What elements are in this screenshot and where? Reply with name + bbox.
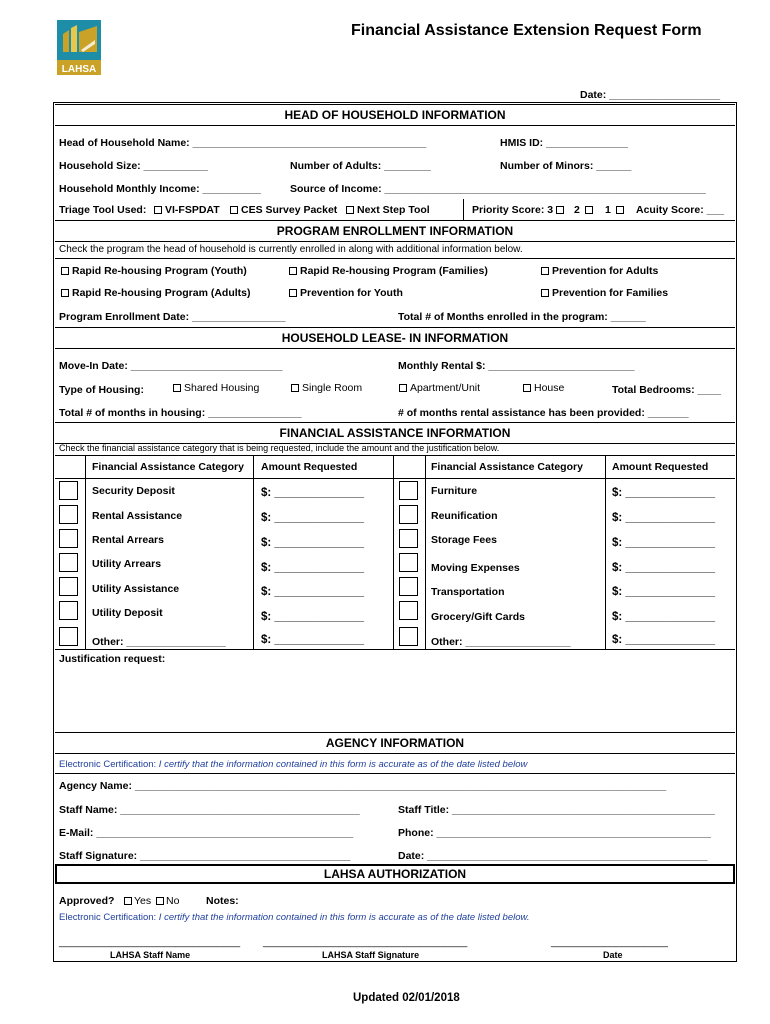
checkbox-icon xyxy=(173,384,181,392)
certification-text: I certify that the information contained in this form is accurate as of the date listed below xyxy=(158,759,528,770)
fa-checkbox[interactable] xyxy=(399,481,418,500)
justification-textarea[interactable] xyxy=(55,668,735,730)
staff-title-field[interactable]: Staff Title: _____________________________________________ xyxy=(398,804,715,816)
fa-checkbox[interactable] xyxy=(399,505,418,524)
fa-amount-field[interactable]: $: ______________ xyxy=(261,512,364,524)
staff-signature-field[interactable]: Staff Signature: ____________________________________ xyxy=(59,850,351,862)
logo-text: LAHSA xyxy=(61,64,97,75)
fa-reunification: Reunification xyxy=(431,510,498,522)
lahsa-date-caption: Date xyxy=(603,950,623,960)
updated-date: Updated 02/01/2018 xyxy=(353,992,460,1004)
program-rrh-families[interactable]: Rapid Re-housing Program (Families) xyxy=(289,265,488,278)
approved-no-checkbox[interactable] xyxy=(156,897,164,905)
grid-line xyxy=(393,456,394,649)
lahsa-date-line[interactable]: ____________________ xyxy=(551,936,668,948)
fa-amount-field[interactable]: $: ______________ xyxy=(612,487,715,499)
total-bedrooms-field[interactable]: Total Bedrooms: ____ xyxy=(612,384,721,396)
lahsa-certification xyxy=(59,911,530,924)
fa-moving-expenses: Moving Expenses xyxy=(431,562,520,574)
fa-checkbox[interactable] xyxy=(399,627,418,646)
certification-text: I certify that the information contained in this form is accurate as of the date listed below. xyxy=(158,912,530,923)
divider xyxy=(55,455,735,456)
fa-amount-field[interactable]: $: ______________ xyxy=(261,611,364,623)
hmis-id-field[interactable]: HMIS ID: ______________ xyxy=(500,137,628,149)
priority-2-checkbox[interactable] xyxy=(585,206,593,214)
grid-line xyxy=(605,456,606,649)
financial-instructions: Check the financial assistance category that is being requested, include the amount and the justification below. xyxy=(59,443,500,453)
approved-no-label: No xyxy=(166,895,180,907)
agency-date-field[interactable]: Date: ________________________________________________ xyxy=(398,850,708,862)
divider xyxy=(55,773,735,774)
number-of-adults-field[interactable]: Number of Adults: ________ xyxy=(290,160,431,172)
acuity-score-field[interactable]: Acuity Score: ___ xyxy=(636,204,725,216)
housing-shared[interactable]: Shared Housing xyxy=(173,382,259,395)
priority-1-label: 1 xyxy=(605,204,611,216)
col-header-category-left: Financial Assistance Category xyxy=(92,461,244,473)
fa-other-right[interactable]: Other: __________________ xyxy=(431,636,571,648)
agency-certification xyxy=(59,758,527,771)
checkbox-icon xyxy=(230,206,238,214)
staff-name-field[interactable]: Staff Name: _________________________________________ xyxy=(59,804,360,816)
fa-checkbox[interactable] xyxy=(59,553,78,572)
grid-line xyxy=(253,456,254,649)
page-title: Financial Assistance Extension Request Form xyxy=(351,22,702,39)
divider xyxy=(55,258,735,259)
section-household-lease-in: HOUSEHOLD LEASE- IN INFORMATION xyxy=(55,327,735,349)
fa-checkbox[interactable] xyxy=(399,553,418,572)
checkbox-icon xyxy=(541,289,549,297)
certification-label: Electronic Certification: xyxy=(59,912,157,923)
priority-3-checkbox[interactable] xyxy=(556,206,564,214)
fa-amount-field[interactable]: $: ______________ xyxy=(261,634,364,646)
fa-checkbox[interactable] xyxy=(59,577,78,596)
fa-checkbox[interactable] xyxy=(59,601,78,620)
triage-tool-label: Triage Tool Used: xyxy=(59,204,147,216)
justification-label: Justification request: xyxy=(59,653,166,665)
divider xyxy=(55,478,735,479)
approved-label: Approved? xyxy=(59,895,115,907)
divider xyxy=(55,649,735,650)
lahsa-staff-name-caption: LAHSA Staff Name xyxy=(110,950,191,960)
fa-amount-field[interactable]: $: ______________ xyxy=(261,562,364,574)
col-header-amount-right: Amount Requested xyxy=(612,461,709,473)
move-in-date-field[interactable]: Move-In Date: __________________________ xyxy=(59,360,283,372)
fa-checkbox[interactable] xyxy=(59,505,78,524)
checkbox-icon xyxy=(541,267,549,275)
lahsa-staff-name-line[interactable]: _______________________________ xyxy=(59,936,241,948)
col-header-category-right: Financial Assistance Category xyxy=(431,461,583,473)
program-prevention-youth[interactable]: Prevention for Youth xyxy=(289,287,403,300)
fa-checkbox[interactable] xyxy=(59,529,78,548)
housing-type-label: Type of Housing: xyxy=(59,384,144,396)
approved-yes-label: Yes xyxy=(134,895,152,907)
agency-name-field[interactable]: Agency Name: ___________________________________________________________________________________________ xyxy=(59,780,667,792)
program-rrh-youth[interactable]: Rapid Re-housing Program (Youth) xyxy=(61,265,247,278)
fa-amount-field[interactable]: $: ______________ xyxy=(612,611,715,623)
lahsa-logo xyxy=(57,20,101,75)
fa-amount-field[interactable]: $: ______________ xyxy=(612,634,715,646)
housing-house[interactable]: House xyxy=(523,382,564,395)
fa-amount-field[interactable]: $: ______________ xyxy=(261,487,364,499)
fa-amount-field[interactable]: $: ______________ xyxy=(261,586,364,598)
approved-yes-checkbox[interactable] xyxy=(124,897,132,905)
program-instructions: Check the program the head of household is currently enrolled in along with additional information below. xyxy=(59,244,523,255)
triage-option-ces-survey[interactable]: CES Survey Packet xyxy=(230,204,337,217)
fa-utility-assistance: Utility Assistance xyxy=(92,583,180,595)
household-size-field[interactable]: Household Size: ___________ xyxy=(59,160,208,172)
fa-checkbox[interactable] xyxy=(399,601,418,620)
fa-storage-fees: Storage Fees xyxy=(431,534,497,546)
fa-rental-arrears: Rental Arrears xyxy=(92,534,164,546)
section-program-enrollment: PROGRAM ENROLLMENT INFORMATION xyxy=(55,220,735,242)
grid-line xyxy=(85,456,86,649)
grid-line xyxy=(425,456,426,649)
priority-divider xyxy=(463,199,464,220)
section-financial-assistance: FINANCIAL ASSISTANCE INFORMATION xyxy=(55,422,735,444)
months-assistance-field[interactable]: # of months rental assistance has been provided: _______ xyxy=(398,407,689,419)
email-field[interactable]: E-Mail: ____________________________________________ xyxy=(59,827,354,839)
priority-score-label: Priority Score: 3 xyxy=(472,204,554,216)
months-enrolled-field[interactable]: Total # of Months enrolled in the program: ______ xyxy=(398,311,646,323)
income-source-field[interactable]: Source of Income: _______________________________________________________ xyxy=(290,183,706,195)
fa-checkbox[interactable] xyxy=(399,577,418,596)
fa-transportation: Transportation xyxy=(431,586,505,598)
form-date-field[interactable]: Date: ___________________ xyxy=(580,89,721,101)
housing-apartment[interactable]: Apartment/Unit xyxy=(399,382,480,395)
checkbox-icon xyxy=(399,384,407,392)
fa-checkbox[interactable] xyxy=(399,529,418,548)
fa-grocery-gift-cards: Grocery/Gift Cards xyxy=(431,611,525,623)
fa-other-left[interactable]: Other: _________________ xyxy=(92,636,226,648)
number-of-minors-field[interactable]: Number of Minors: ______ xyxy=(500,160,632,172)
triage-option-vi-fspdat[interactable]: VI-FSPDAT xyxy=(154,204,220,217)
fa-amount-field[interactable]: $: ______________ xyxy=(612,537,715,549)
fa-amount-field[interactable]: $: ______________ xyxy=(612,586,715,598)
fa-utility-deposit: Utility Deposit xyxy=(92,607,163,619)
section-agency-information: AGENCY INFORMATION xyxy=(55,732,735,754)
program-rrh-adults[interactable]: Rapid Re-housing Program (Adults) xyxy=(61,287,251,300)
checkbox-icon xyxy=(346,206,354,214)
checkbox-icon xyxy=(289,267,297,275)
certification-label: Electronic Certification: xyxy=(59,759,157,770)
checkbox-icon xyxy=(523,384,531,392)
checkbox-icon xyxy=(289,289,297,297)
lahsa-staff-signature-line[interactable]: ___________________________________ xyxy=(263,936,468,948)
checkbox-icon xyxy=(154,206,162,214)
fa-utility-arrears: Utility Arrears xyxy=(92,558,162,570)
program-prevention-families[interactable]: Prevention for Families xyxy=(541,287,668,300)
monthly-rental-field[interactable]: Monthly Rental $: _________________________ xyxy=(398,360,635,372)
program-enrollment-date-field[interactable]: Program Enrollment Date: ________________ xyxy=(59,311,286,323)
hoh-name-field[interactable]: Head of Household Name: ________________________________________ xyxy=(59,137,427,149)
phone-field[interactable]: Phone: _______________________________________________ xyxy=(398,827,711,839)
col-header-amount-left: Amount Requested xyxy=(261,461,358,473)
months-in-housing-field[interactable]: Total # of months in housing: ________________ xyxy=(59,407,302,419)
section-head-of-household: HEAD OF HOUSEHOLD INFORMATION xyxy=(55,104,735,126)
triage-option-next-step[interactable]: Next Step Tool xyxy=(346,204,430,217)
notes-field[interactable]: Notes: xyxy=(206,895,239,907)
program-prevention-adults[interactable]: Prevention for Adults xyxy=(541,265,658,278)
monthly-income-field[interactable]: Household Monthly Income: __________ xyxy=(59,183,261,195)
fa-checkbox[interactable] xyxy=(59,481,78,500)
fa-amount-field[interactable]: $: ______________ xyxy=(612,562,715,574)
priority-1-checkbox[interactable] xyxy=(616,206,624,214)
fa-amount-field[interactable]: $: ______________ xyxy=(612,512,715,524)
checkbox-icon xyxy=(61,289,69,297)
fa-checkbox[interactable] xyxy=(59,627,78,646)
priority-2-label: 2 xyxy=(574,204,580,216)
checkbox-icon xyxy=(291,384,299,392)
housing-single-room[interactable]: Single Room xyxy=(291,382,362,395)
fa-amount-field[interactable]: $: ______________ xyxy=(261,537,364,549)
lahsa-staff-signature-caption: LAHSA Staff Signature xyxy=(322,950,420,960)
checkbox-icon xyxy=(61,267,69,275)
fa-rental-assistance: Rental Assistance xyxy=(92,510,183,522)
fa-furniture: Furniture xyxy=(431,485,478,497)
fa-security-deposit: Security Deposit xyxy=(92,485,175,497)
section-lahsa-authorization: LAHSA AUTHORIZATION xyxy=(55,864,735,884)
